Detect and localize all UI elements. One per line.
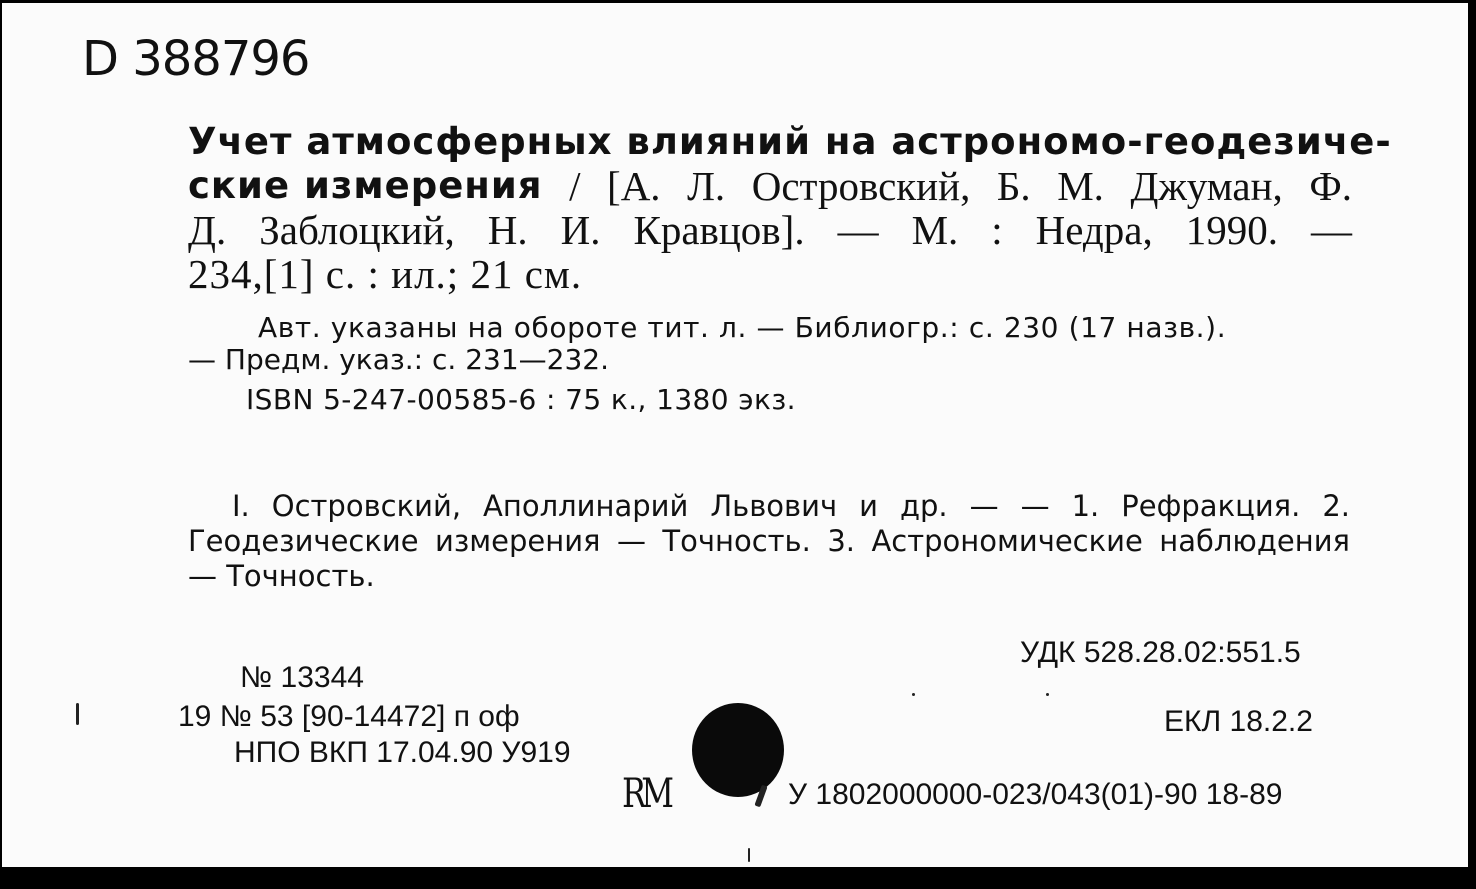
note-line-1: Авт. указаны на обороте тит. л. — Библиогр.: с. 230 (17 назв.). <box>258 311 1227 344</box>
title-line-1: Учет атмосферных влияний на астрономо-геодезиче- <box>188 120 1392 163</box>
bibliographic-title <box>188 120 1392 297</box>
scan-border-right <box>1468 0 1476 889</box>
subject-tracings <box>188 489 1350 594</box>
subjects-line-3: — Точность. <box>188 559 375 593</box>
order-line: 19 № 53 [90-14472] п оф <box>178 700 520 733</box>
udk-code: УДК 528.28.02:551.5 <box>1020 636 1301 669</box>
title-line-4: 234,[1] с. : ил.; 21 см. <box>188 251 583 297</box>
code-line: У 1802000000-023/043(01)-90 18-89 <box>788 778 1283 811</box>
note-line-2: — Предм. указ.: с. 231—232. <box>188 343 609 376</box>
title-line-2-rest: / [А. Л. Островский, Б. М. Джуман, Ф. <box>542 163 1352 209</box>
title-line-3: Д. Заблоцкий, Н. И. Кравцов]. — М. : Недра, 1990. — <box>188 207 1352 253</box>
speck-mark <box>76 703 79 725</box>
speck-mark <box>912 693 915 696</box>
record-number: № 13344 <box>240 661 364 694</box>
rm-logo: RM <box>622 771 670 817</box>
speck-mark <box>1046 693 1049 696</box>
call-number: D 388796 <box>82 31 310 87</box>
ink-blot-stamp <box>692 703 784 797</box>
catalog-card <box>2 3 1468 867</box>
npo-line: НПО ВКП 17.04.90 У919 <box>234 736 571 769</box>
subjects-line-1: I. Островский, Аполлинарий Львович и др. — — 1. Рефракция. 2. <box>232 489 1350 523</box>
subjects-line-2: Геодезические измерения — Точность. 3. Астрономические наблюдения <box>188 524 1350 558</box>
scan-border-bottom <box>0 872 1476 889</box>
title-line-2 <box>188 164 1352 208</box>
speck-mark <box>748 848 750 862</box>
isbn-line: ISBN 5-247-00585-6 : 75 к., 1380 экз. <box>246 383 796 416</box>
title-line-2-bold: ские измерения <box>188 164 543 207</box>
ekl-code: ЕКЛ 18.2.2 <box>1164 705 1313 738</box>
